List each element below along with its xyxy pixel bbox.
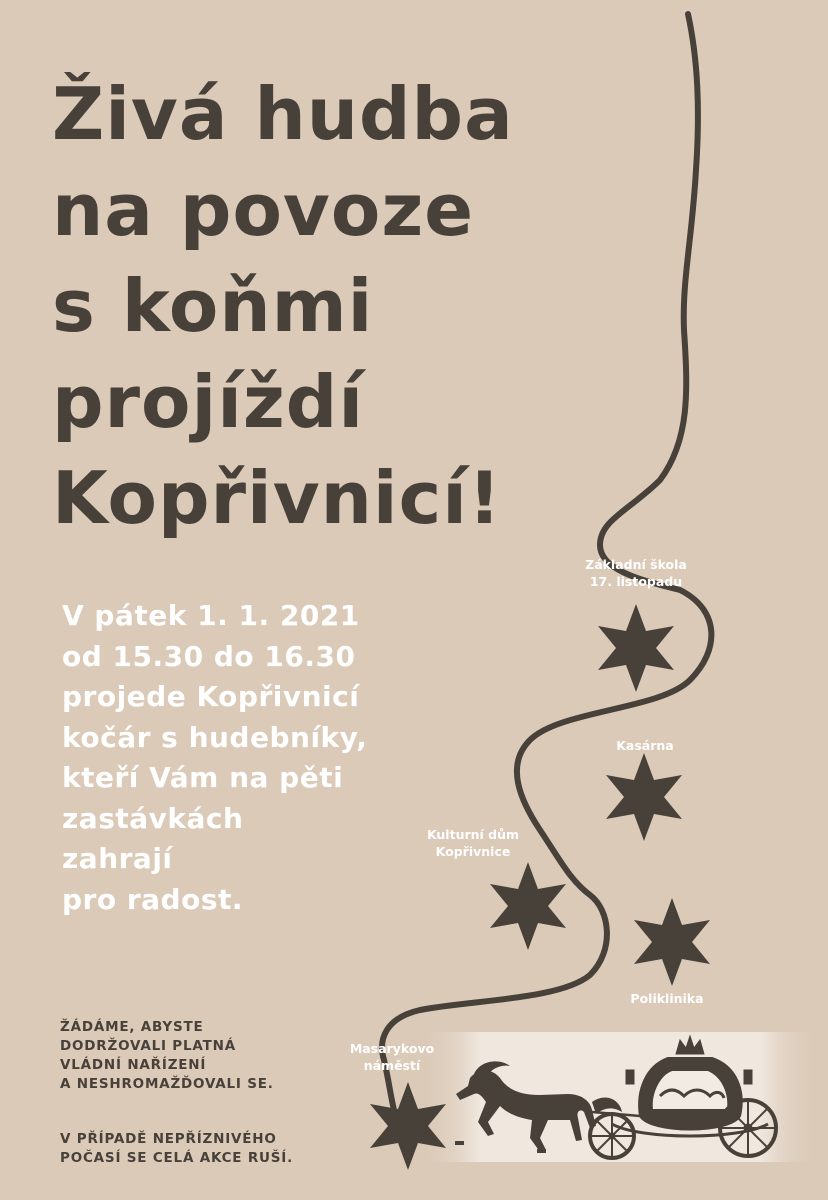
info-line-1: V pátek 1. 1. 2021 — [62, 599, 360, 632]
covid-notice-line-1: ŽÁDÁME, ABYSTE — [60, 1019, 204, 1035]
info-line-3: projede Kopřivnicí — [62, 680, 360, 713]
headline-line-1: Živá hudba — [52, 72, 514, 156]
info-line-5: kteří Vám na pěti — [62, 761, 344, 794]
stop-label-line: Masarykovo — [349, 1041, 435, 1056]
event-info — [62, 596, 442, 920]
info-line-8: pro radost. — [62, 882, 244, 916]
star-icon-poliklinika — [634, 898, 710, 986]
headline-line-3: s koňmi — [52, 264, 374, 348]
covid-notice — [60, 1018, 360, 1094]
carriage-panel — [420, 1032, 820, 1162]
stop-label-line: náměstí — [363, 1058, 421, 1073]
stop-label-line: Kasárna — [616, 738, 674, 753]
star-icon-kasarna — [606, 753, 682, 841]
stop-label-line: Poliklinika — [630, 991, 704, 1006]
info-line-7: zahrají — [62, 842, 173, 875]
weather-notice-line-2: POČASÍ SE CELÁ AKCE RUŠÍ. — [60, 1150, 294, 1166]
covid-notice-line-3: VLÁDNÍ NAŘÍZENÍ — [60, 1057, 207, 1073]
stop-label-line: Kulturní dům — [426, 827, 520, 842]
info-line-4: kočár s hudebníky, — [62, 720, 368, 754]
headline — [52, 66, 612, 546]
covid-notice-line-4: A NESHROMAŽĎOVALI SE. — [60, 1076, 274, 1092]
stop-label-line: 17. listopadu — [589, 574, 683, 589]
stop-label-kasarna — [590, 737, 700, 754]
stop-label-line: Kopřivnice — [435, 844, 511, 859]
headline-line-2: na povoze — [52, 168, 475, 252]
weather-notice — [60, 1130, 360, 1168]
info-line-2: od 15.30 do 16.30 — [62, 639, 356, 673]
weather-notice-line-1: V PŘÍPADĚ NEPŘÍZNIVÉHO — [60, 1131, 277, 1147]
star-icon-zakladni-skola — [598, 604, 674, 692]
headline-line-4: projíždí — [52, 360, 364, 444]
covid-notice-line-2: DODRŽOVALI PLATNÁ — [60, 1038, 236, 1054]
stop-label-kulturni-dum — [398, 826, 548, 860]
stop-label-masarykovo — [322, 1040, 462, 1074]
info-line-6: zastávkách — [62, 801, 244, 835]
stop-label-poliklinika — [612, 990, 722, 1007]
star-icon-kulturni-dum — [490, 862, 566, 950]
headline-line-5: Kopřivnicí! — [52, 456, 502, 540]
stop-label-line: Základní škola — [585, 557, 687, 572]
stop-label-zakladni-skola — [556, 556, 716, 590]
